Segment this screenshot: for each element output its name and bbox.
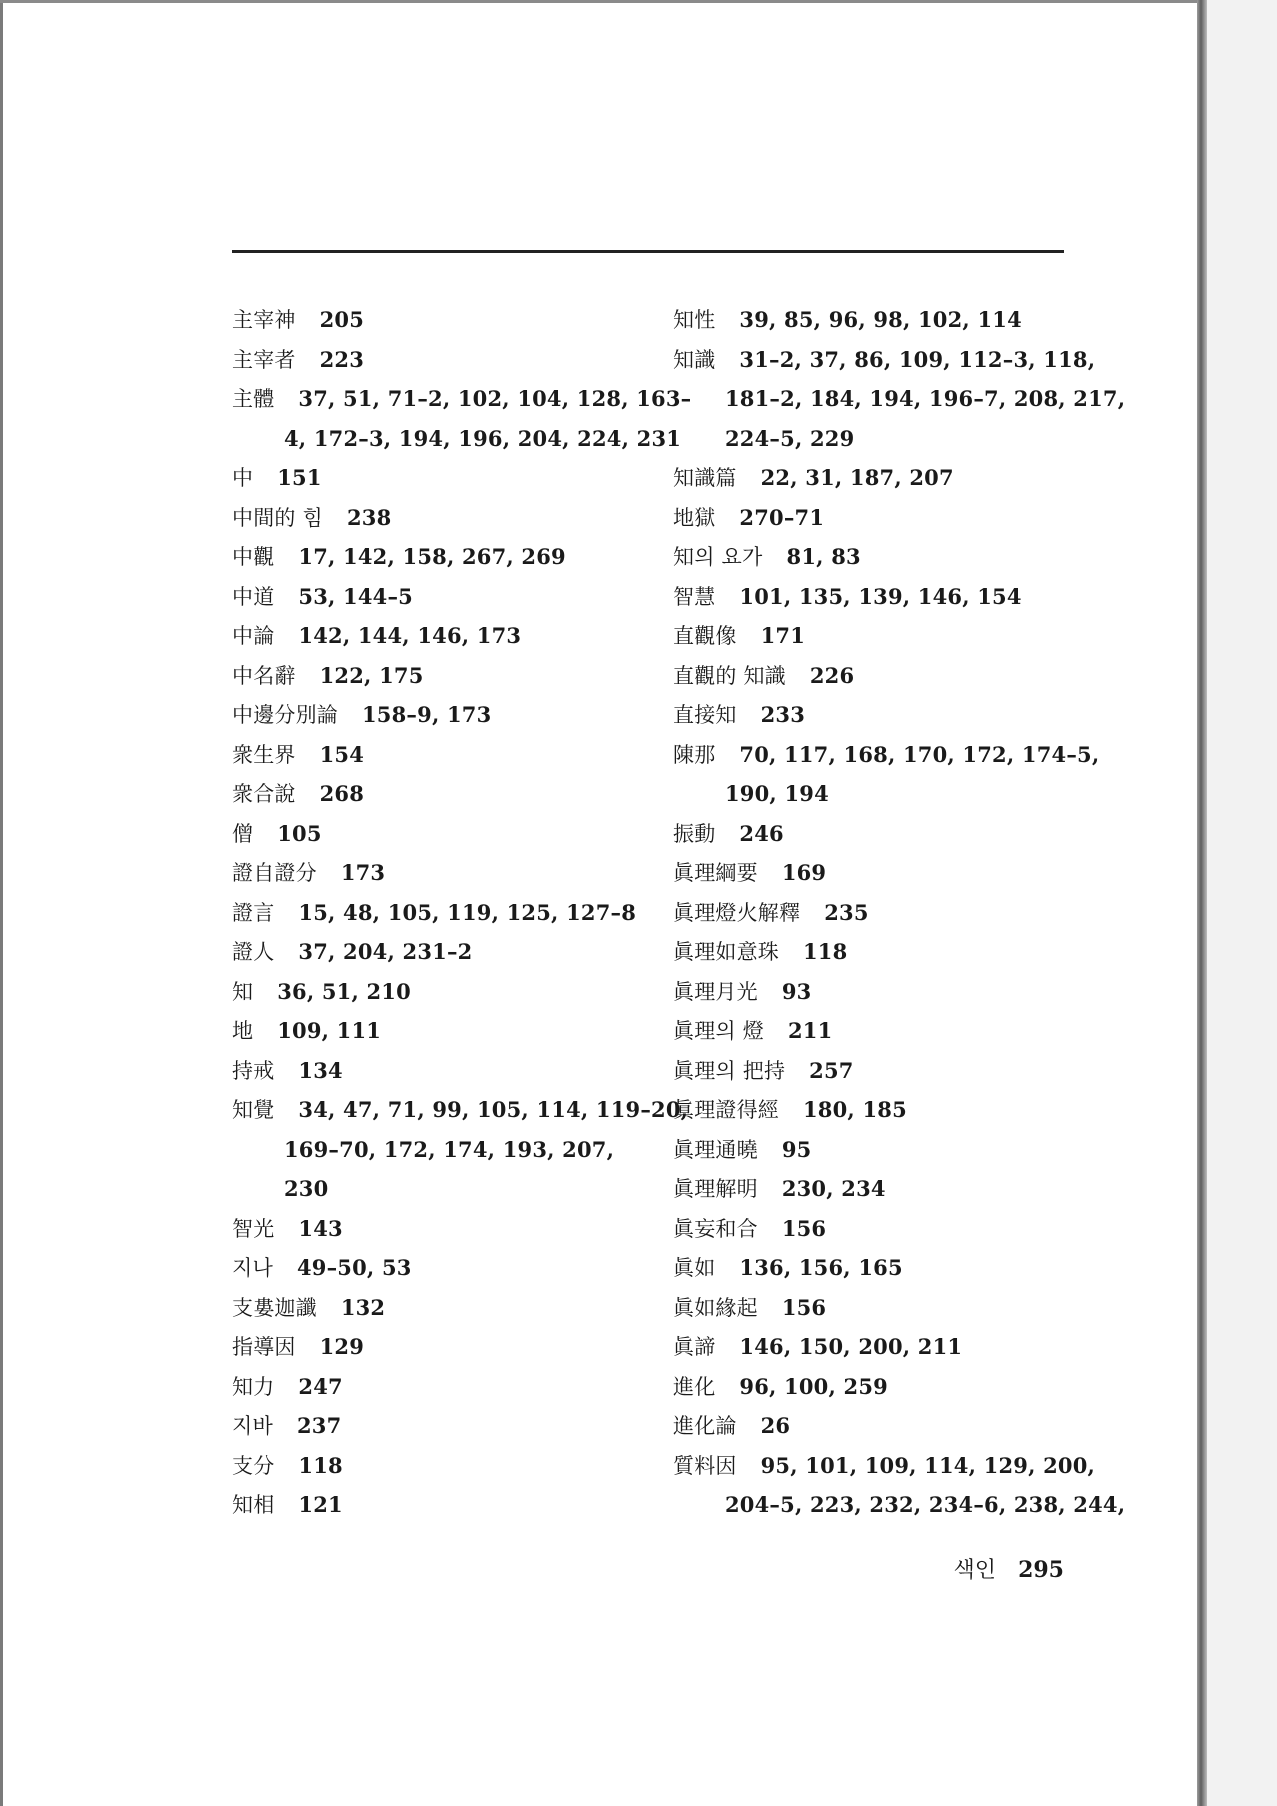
index-term: 直觀的 知識 <box>673 663 786 688</box>
index-page-refs: 226 <box>809 662 855 688</box>
index-term: 進化 <box>673 1374 716 1399</box>
index-entry <box>232 1367 652 1407</box>
index-column-left <box>232 300 692 1525</box>
index-term: 地獄 <box>673 505 716 530</box>
index-entry <box>232 498 652 538</box>
index-term: 陳那 <box>673 742 716 767</box>
index-entry <box>673 972 1093 1012</box>
index-entry <box>673 537 1093 577</box>
index-page-refs: 132 <box>340 1294 386 1320</box>
index-entry <box>673 1327 1093 1367</box>
index-entry <box>673 1406 1093 1446</box>
index-term: 眞理解明 <box>673 1177 758 1201</box>
index-page-refs: 270–71 <box>739 504 825 530</box>
index-page-refs: 233 <box>760 702 806 727</box>
index-page-refs: 237 <box>296 1413 342 1438</box>
index-entry <box>232 300 652 340</box>
index-entry <box>232 1051 652 1091</box>
index-term: 僧 <box>232 821 254 846</box>
index-entry <box>232 1011 652 1051</box>
index-entry <box>232 1327 652 1367</box>
index-page-refs: 146, 150, 200, 211 <box>739 1334 963 1359</box>
index-term: 中邊分別論 <box>232 703 338 727</box>
index-entry <box>673 1051 1093 1091</box>
index-term: 中道 <box>232 584 275 609</box>
index-page-refs: 39, 85, 96, 98, 102, 114 <box>739 307 1022 332</box>
index-page-refs: 37, 204, 231–2 <box>298 939 473 964</box>
index-column-right <box>673 300 1126 1525</box>
index-page-refs: 49–50, 53 <box>296 1255 412 1280</box>
index-term: 知의 요가 <box>673 545 763 569</box>
index-page-refs: 246 <box>739 820 784 846</box>
index-page-refs: 169–70, 172, 174, 193, 207, <box>284 1136 615 1162</box>
index-term: 中名辭 <box>232 663 296 688</box>
index-term: 眞理月光 <box>673 979 758 1004</box>
index-page-refs: 151 <box>277 465 322 490</box>
index-entry <box>673 695 1093 735</box>
index-entry <box>673 814 1093 854</box>
index-entry <box>232 577 652 617</box>
index-page-refs: 53, 144–5 <box>298 583 413 609</box>
index-page-refs: 122, 175 <box>319 662 424 688</box>
index-entry-continuation <box>673 419 1093 459</box>
index-entry <box>673 656 1093 696</box>
scan-margin <box>1207 0 1277 1806</box>
index-term: 證人 <box>232 940 275 964</box>
index-entry <box>673 1248 1093 1288</box>
index-term: 證自證分 <box>232 861 317 885</box>
index-term: 眞妄和合 <box>673 1216 758 1241</box>
index-entry <box>673 1367 1093 1407</box>
index-page-refs: 96, 100, 259 <box>739 1373 888 1399</box>
index-page-refs: 136, 156, 165 <box>739 1255 903 1280</box>
index-page-refs: 247 <box>298 1373 343 1399</box>
index-page-refs: 205 <box>319 307 365 332</box>
header-rule <box>232 250 1064 253</box>
index-page-refs: 17, 142, 158, 267, 269 <box>298 544 566 569</box>
index-term: 支分 <box>232 1453 275 1478</box>
index-page-refs: 26 <box>760 1413 791 1438</box>
scan-edge-top <box>0 0 1210 3</box>
index-page-refs: 190, 194 <box>725 781 829 806</box>
index-term: 지바 <box>232 1414 273 1438</box>
index-page-refs: 36, 51, 210 <box>277 978 411 1004</box>
index-page-refs: 156 <box>781 1215 827 1241</box>
index-entry <box>232 616 652 656</box>
index-page-refs: 223 <box>319 346 365 372</box>
index-entry-continuation <box>232 419 682 459</box>
index-entry-continuation <box>232 1130 652 1170</box>
index-term: 知識篇 <box>673 466 737 490</box>
index-page-refs: 171 <box>760 623 806 648</box>
index-entry <box>232 1248 652 1288</box>
index-entry <box>673 735 1100 775</box>
index-page-refs: 105 <box>277 820 322 846</box>
index-page-refs: 15, 48, 105, 119, 125, 127–8 <box>298 899 637 925</box>
index-term: 進化論 <box>673 1414 737 1438</box>
index-page-refs: 181–2, 184, 194, 196–7, 208, 217, <box>725 386 1126 411</box>
index-entry <box>673 577 1093 617</box>
index-page-refs: 257 <box>809 1057 854 1083</box>
index-term: 衆生界 <box>232 742 296 767</box>
index-page-refs: 95, 101, 109, 114, 129, 200, <box>760 1452 1096 1478</box>
index-page-refs: 31–2, 37, 86, 109, 112–3, 118, <box>739 346 1096 372</box>
index-entry <box>232 853 652 893</box>
index-entry <box>232 1406 652 1446</box>
index-term: 質料因 <box>673 1453 737 1478</box>
index-page-refs: 230 <box>284 1176 329 1201</box>
index-term: 知覺 <box>232 1098 275 1122</box>
index-entry <box>232 1288 652 1328</box>
index-term: 中 <box>232 466 254 490</box>
index-term: 指導因 <box>232 1335 296 1359</box>
index-page-refs: 129 <box>319 1334 365 1359</box>
page-number: 295 <box>1018 1557 1064 1583</box>
index-entry <box>673 340 1096 380</box>
index-term: 眞理의 燈 <box>673 1019 764 1043</box>
index-entry <box>232 537 652 577</box>
index-entry <box>232 972 652 1012</box>
index-page-refs: 101, 135, 139, 146, 154 <box>739 583 1022 609</box>
index-term: 眞理綱要 <box>673 861 758 885</box>
index-page-refs: 81, 83 <box>786 544 861 569</box>
index-page-refs: 211 <box>787 1018 833 1043</box>
index-entry <box>673 1130 1093 1170</box>
index-term: 中觀 <box>232 545 275 569</box>
index-entry <box>232 1209 652 1249</box>
index-term: 知識 <box>673 347 716 372</box>
index-entry <box>673 893 1093 933</box>
index-page-refs: 37, 51, 71–2, 102, 104, 128, 163– <box>298 386 692 411</box>
index-page-refs: 118 <box>803 939 848 964</box>
footer-label: 색인 <box>953 1558 997 1583</box>
index-page-refs: 95 <box>781 1136 812 1162</box>
index-page-refs: 142, 144, 146, 173 <box>298 623 522 648</box>
index-entry <box>232 774 652 814</box>
index-entry <box>232 340 652 380</box>
index-entry <box>673 458 1093 498</box>
index-page-refs: 70, 117, 168, 170, 172, 174–5, <box>739 741 1100 767</box>
index-entry <box>673 616 1093 656</box>
index-entry <box>232 735 652 775</box>
page-spine-edge <box>1197 0 1207 1806</box>
index-page-refs: 173 <box>340 860 386 885</box>
index-term: 持戒 <box>232 1058 275 1083</box>
index-entry-continuation <box>232 1169 652 1209</box>
index-page-refs: 93 <box>781 978 812 1004</box>
index-entry <box>673 300 1093 340</box>
index-term: 眞理燈火解釋 <box>673 900 801 925</box>
index-page-refs: 143 <box>298 1215 343 1241</box>
index-page-refs: 34, 47, 71, 99, 105, 114, 119–20, <box>298 1097 689 1122</box>
index-page-refs: 134 <box>298 1057 343 1083</box>
index-term: 主宰者 <box>232 347 296 372</box>
index-term: 智慧 <box>673 584 716 609</box>
index-term: 中論 <box>232 624 275 648</box>
index-term: 知 <box>232 979 254 1004</box>
index-entry <box>673 853 1093 893</box>
index-entry-continuation <box>673 1485 1126 1525</box>
index-term: 中間的 힘 <box>232 505 323 530</box>
index-entry <box>232 893 652 933</box>
index-entry <box>232 932 652 972</box>
index-page-refs: 109, 111 <box>277 1018 382 1043</box>
index-page-refs: 230, 234 <box>781 1176 886 1201</box>
index-page-refs: 235 <box>824 899 869 925</box>
page-footer <box>900 1550 1064 1591</box>
scan-edge-left <box>0 0 3 1806</box>
index-term: 振動 <box>673 821 716 846</box>
index-term: 眞理通曉 <box>673 1137 758 1162</box>
index-entry-continuation <box>673 774 1093 814</box>
index-entry <box>232 1090 689 1130</box>
index-page-refs: 238 <box>346 504 392 530</box>
index-term: 眞諦 <box>673 1335 716 1359</box>
index-page-refs: 158–9, 173 <box>362 702 492 727</box>
index-entry <box>673 1169 1093 1209</box>
index-term: 直觀像 <box>673 624 737 648</box>
index-entry <box>232 695 652 735</box>
index-term: 主宰神 <box>232 308 296 332</box>
index-page-refs: 180, 185 <box>803 1097 907 1122</box>
index-term: 眞如 <box>673 1256 716 1280</box>
index-page-refs: 204–5, 223, 232, 234–6, 238, 244, <box>725 1492 1126 1517</box>
index-term: 眞理의 把持 <box>673 1058 786 1083</box>
index-entry <box>673 1090 1093 1130</box>
index-term: 智光 <box>232 1216 275 1241</box>
index-entry <box>232 1446 652 1486</box>
index-term: 知相 <box>232 1493 275 1517</box>
index-term: 眞理如意珠 <box>673 940 779 964</box>
index-page-refs: 22, 31, 187, 207 <box>760 465 954 490</box>
index-entry <box>673 1011 1093 1051</box>
index-term: 主體 <box>232 387 275 411</box>
index-page-refs: 154 <box>319 741 365 767</box>
index-entry <box>673 498 1093 538</box>
index-entry <box>232 656 652 696</box>
index-entry-continuation <box>673 379 1126 419</box>
index-entry <box>673 1209 1093 1249</box>
index-entry <box>232 1485 652 1525</box>
index-page-refs: 169 <box>781 860 827 885</box>
index-term: 地 <box>232 1019 254 1043</box>
index-term: 知力 <box>232 1374 275 1399</box>
index-term: 直接知 <box>673 703 737 727</box>
index-entry <box>673 1288 1093 1328</box>
index-page-refs: 268 <box>319 781 365 806</box>
index-entry <box>232 814 652 854</box>
index-page-refs: 121 <box>298 1492 343 1517</box>
index-page-refs: 4, 172–3, 194, 196, 204, 224, 231 <box>284 425 682 451</box>
index-entry <box>232 458 652 498</box>
index-page-refs: 156 <box>781 1294 827 1320</box>
index-page-refs: 118 <box>298 1452 343 1478</box>
index-term: 衆合說 <box>232 782 296 806</box>
index-entry <box>673 1446 1096 1486</box>
index-term: 證言 <box>232 900 275 925</box>
index-term: 眞理證得經 <box>673 1098 779 1122</box>
index-page-refs: 224–5, 229 <box>725 425 855 451</box>
index-term: 支婁迦讖 <box>232 1295 317 1320</box>
index-term: 知性 <box>673 308 716 332</box>
index-term: 지나 <box>232 1256 273 1280</box>
index-entry <box>673 932 1093 972</box>
index-entry <box>232 379 692 419</box>
index-term: 眞如緣起 <box>673 1295 758 1320</box>
